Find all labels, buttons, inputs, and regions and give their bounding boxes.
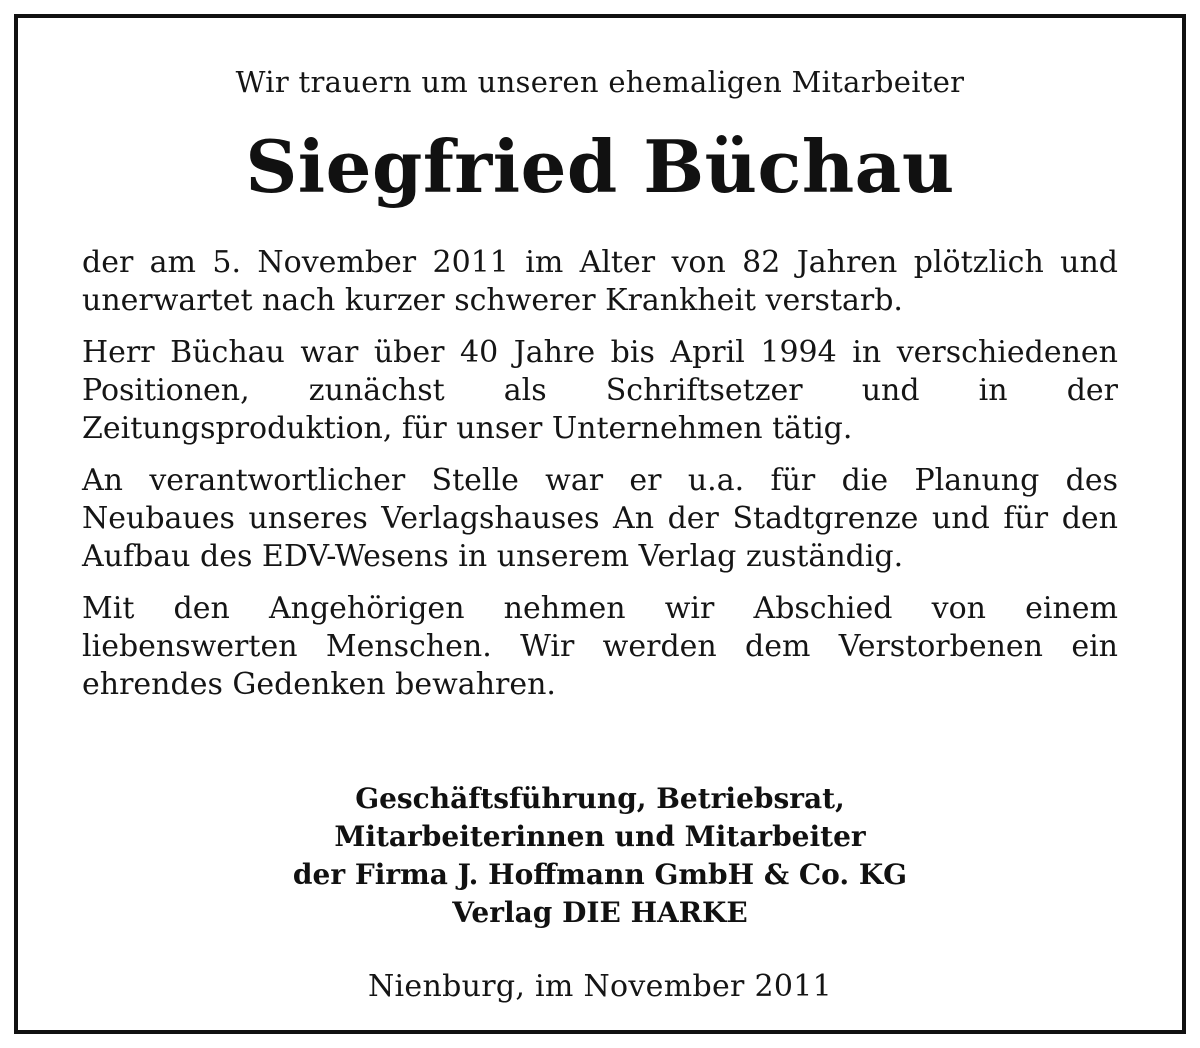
paragraph-death: der am 5. November 2011 im Alter von 82 Jahren plötzlich und unerwartet nach kurzer schwerer Krankheit verstarb. [82,245,1118,318]
obituary-notice [14,14,1186,1034]
signature-line-company: der Firma J. Hoffmann GmbH & Co. KG [292,858,908,891]
paragraph-responsibilities: An verantwortlicher Stelle war er u.a. für die Planung des Neubaues unseres Verlagshauses An der Stadtgrenze und für den Aufbau des EDV-Wesens in unserem Verlag zuständig. [82,463,1118,574]
paragraph-career: Herr Büchau war über 40 Jahre bis April 1994 in verschiedenen Positionen, zunächst als Schriftsetzer und in der Zeitungsproduktion, für unser Unternehmen tätig. [82,335,1118,446]
deceased-name: Siegfried Büchau [245,124,955,209]
signature-line-staff: Mitarbeiterinnen und Mitarbeiter [334,820,866,853]
intro-line: Wir trauern um unseren ehemaligen Mitarbeiter [235,65,965,99]
signature-line-management: Geschäftsführung, Betriebsrat, [355,782,845,815]
paragraph-farewell: Mit den Angehörigen nehmen wir Abschied von einem liebenswerten Menschen. Wir werden dem Verstorbenen ein ehrendes Gedenken bewahren. [82,591,1118,702]
signature-block [18,780,1182,932]
place-date: Nienburg, im November 2011 [367,969,833,1004]
notice-body [82,244,1118,718]
signature-line-publisher: Verlag DIE HARKE [452,896,748,929]
